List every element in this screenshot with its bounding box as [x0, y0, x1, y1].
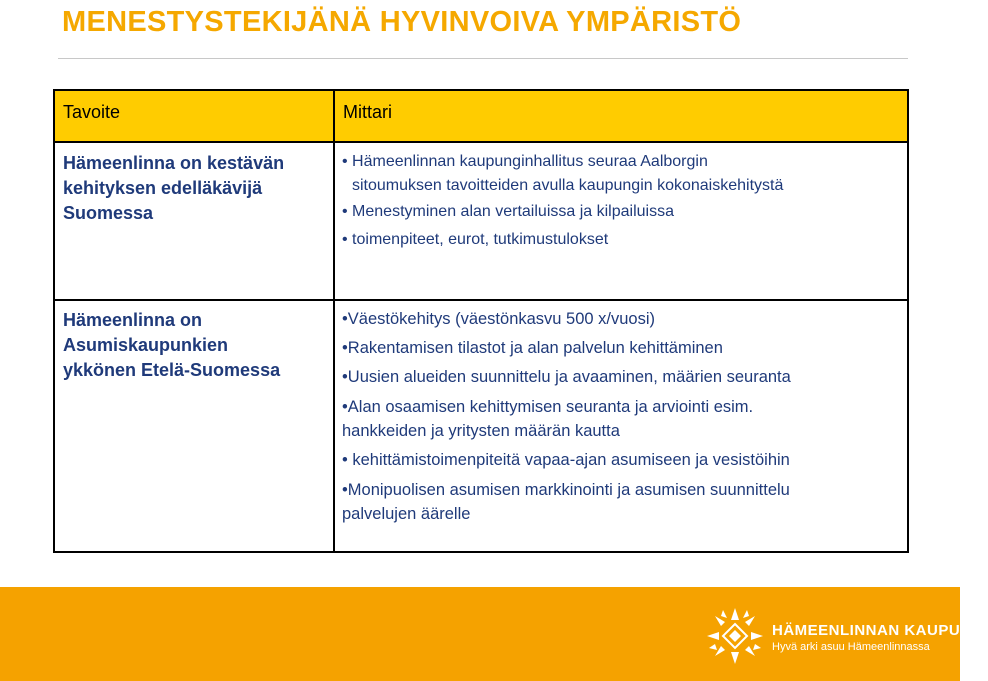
table-header-row [55, 91, 907, 143]
measure-item: • Menestyminen alan vertailuissa ja kilpailuissa [342, 203, 674, 220]
goal-cell-1 [63, 151, 284, 226]
measure-item: • kehittämistoimenpiteitä vapaa-ajan asumiseen ja vesistöihin [342, 451, 790, 469]
goal-line: ykkönen Etelä-Suomessa [63, 360, 281, 380]
header-measure: Mittari [343, 102, 392, 122]
measure-item: •Alan osaamisen kehittymisen seuranta ja arviointi esim. [342, 398, 754, 416]
measure-list-2 [342, 305, 791, 526]
row-divider [55, 299, 907, 301]
goals-table [53, 89, 909, 553]
measure-item: • toimenpiteet, eurot, tutkimustulokset [342, 231, 609, 248]
sun-star-logo-icon [705, 606, 765, 666]
title-divider [58, 58, 908, 59]
goal-line: kehityksen edelläkävijä [63, 178, 263, 198]
goal-line: Hämeenlinna on [63, 310, 203, 330]
brand-tagline: Hyvä arki asuu Hämeenlinnassa [772, 641, 930, 653]
brand-name: HÄMEENLINNAN KAUPUNKI [772, 622, 988, 639]
measure-item-continuation: sitoumuksen tavoitteiden avulla kaupungin kokonaiskehitystä [352, 177, 784, 194]
page-title: MENESTYSTEKIJÄNÄ HYVINVOIVA YMPÄRISTÖ [62, 6, 742, 38]
goal-line: Asumiskaupunkien [63, 335, 229, 355]
measure-item: •Rakentamisen tilastot ja alan palvelun kehittäminen [342, 339, 723, 357]
measure-list-1 [342, 150, 783, 254]
column-divider [333, 91, 335, 551]
measure-item: •Monipuolisen asumisen markkinointi ja asumisen suunnittelu [342, 481, 790, 499]
measure-item-continuation: palvelujen äärelle [342, 505, 471, 523]
goal-cell-2 [63, 308, 280, 383]
goal-line: Hämeenlinna on kestävän [63, 153, 285, 173]
measure-item: •Uusien alueiden suunnittelu ja avaaminen, määrien seuranta [342, 368, 791, 386]
measure-item-continuation: hankkeiden ja yritysten määrän kautta [342, 422, 620, 440]
goal-line: Suomessa [63, 203, 154, 223]
measure-item: • Hämeenlinnan kaupunginhallitus seuraa Aalborgin [342, 153, 708, 170]
header-goal: Tavoite [63, 102, 121, 122]
measure-item: •Väestökehitys (väestönkasvu 500 x/vuosi) [342, 310, 656, 328]
